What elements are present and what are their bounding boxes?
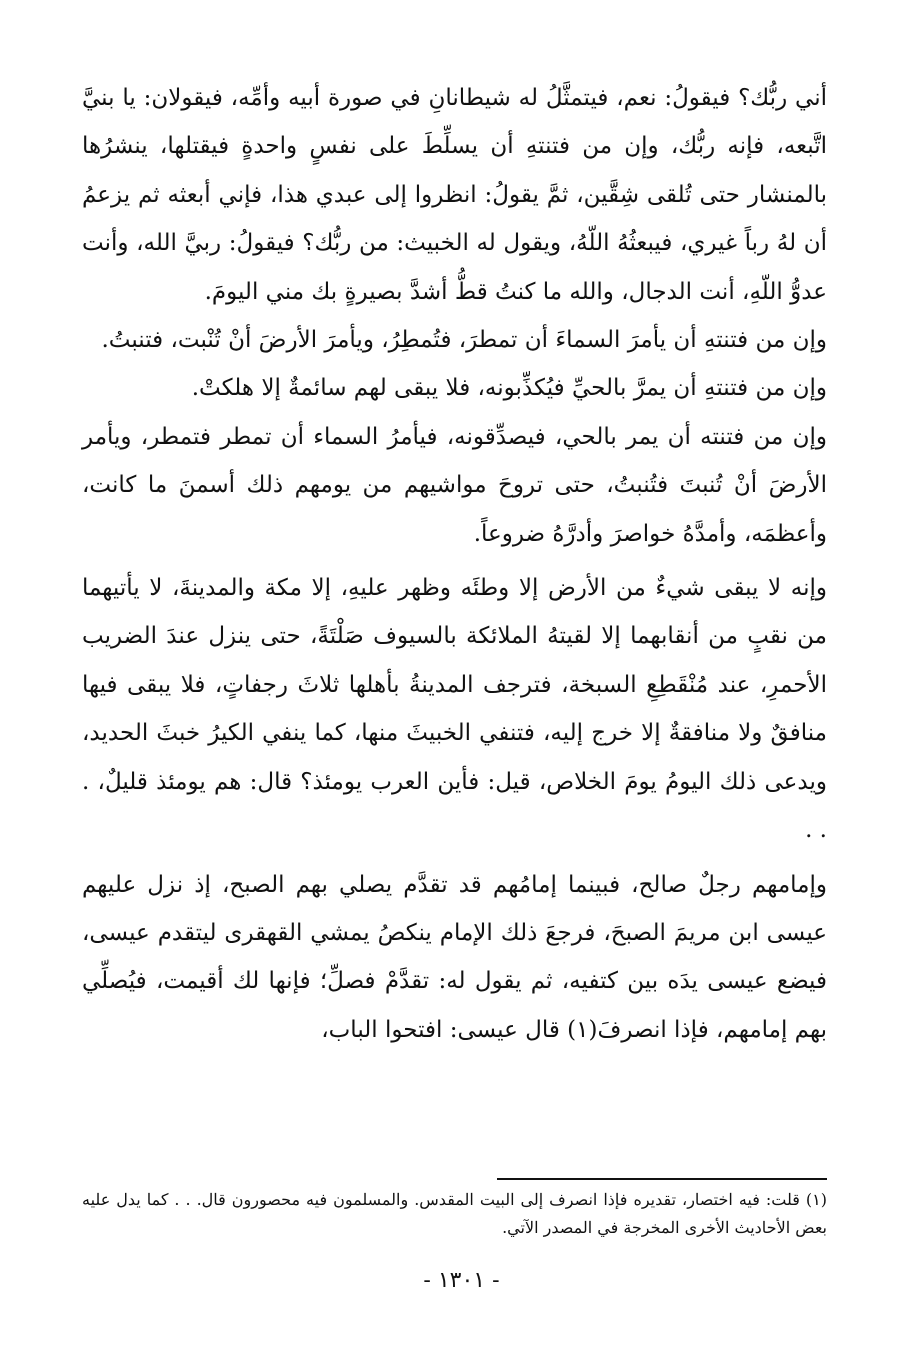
page-number: - ١٣٠١ - bbox=[423, 1268, 500, 1293]
paragraph-3: وإن من فتنتهِ أن يمرَّ بالحيِّ فيُكذِّبونه، فلا يبقى لهم سائمةٌ إلا هلكتْ. bbox=[191, 375, 827, 402]
footnote: (١) قلت: فيه اختصار، تقديره فإذا انصرف إلى البيت المقدس. والمسلمون فيه محصورون قال. . . كما يدل عليه بعض الأحاديث الأخرى المخرجة في المصدر الآتي. bbox=[82, 1190, 827, 1237]
paragraph-2: وإن من فتنتهِ أن يأمرَ السماءَ أن تمطرَ، فتُمطِرُ، ويأمرَ الأرضَ أنْ تُنْبت، فتنبتُ. bbox=[101, 327, 827, 354]
paragraph-5: وإنه لا يبقى شيءٌ من الأرض إلا وطئَه وظهر عليهِ، إلا مكة والمدينةَ، لا يأتيهما من نقبٍ من أنقابهما إلا لقيتهُ الملائكة بالسيوف صَلْتَةً، حتى ينزل عندَ الضريب الأحمرِ، عند مُنْقَطِعِ السبخة، فترجف المدينةُ بأهلها ثلاثَ رجفاتٍ، فلا يبقى فيها منافقٌ ولا منافقةٌ إلا خرج إليه، فتنفي الخبيثَ منها، كما ينفي الكيرُ خبثَ الحديد، ويدعى ذلك اليومُ يومَ الخلاص، قيل: فأين العرب يومئذ؟ قال: هم يومئذ قليلٌ، . . . bbox=[82, 575, 827, 844]
paragraph-4: وإن من فتنته أن يمر بالحي، فيصدِّقونه، فيأمرُ السماء أن تمطر فتمطر، ويأمر الأرضَ أنْ تُنبتَ فتُنبتُ، حتى تروحَ مواشيهم من يومهم ذلك أسمنَ ما كانت، وأعظمَه، وأمدَّهُ خواصرَ وأدرَّهُ ضروعاً. bbox=[82, 423, 827, 547]
main-text bbox=[82, 74, 827, 1054]
footnote-separator bbox=[497, 1178, 827, 1180]
paragraph-1: أني ربُّك؟ فيقولُ: نعم، فيتمثَّلُ له شيطانانِ في صورة أبيه وأمِّه، فيقولان: يا بنيَّ اتَّبعه، فإنه ربُّك، وإن من فتنتهِ أن يسلِّطَ على نفسٍ واحدةٍ فيقتلها، ينشرُها بالمنشار حتى تُلقى شِقَّين، ثمَّ يقولُ: انظروا إلى عبدي هذا، فإني أبعثه ثم يزعمُ أن لهُ رباً غيري، فيبعثُهُ اللّهُ، ويقول له الخبيث: من ربُّك؟ فيقولُ: ربيَّ الله، وأنت عدوُّ اللّهِ، أنت الدجال، والله ما كنتُ قطُّ أشدَّ بصيرةٍ بك مني اليومَ. bbox=[82, 85, 827, 305]
paragraph-6: وإمامهم رجلٌ صالح، فبينما إمامُهم قد تقدَّم يصلي بهم الصبح، إذ نزل عليهم عيسى ابن مريمَ الصبحَ، فرجعَ ذلك الإمام ينكصُ يمشي القهقرى ليتقدم عيسى، فيضع عيسى يدَه بين كتفيه، ثم يقول له: تقدَّمْ فصلِّ؛ فإنها لك أقيمت، فيُصلِّي بهم إمامهم، فإذا انصرفَ(١) قال عيسى: افتحوا الباب، bbox=[82, 871, 827, 1043]
